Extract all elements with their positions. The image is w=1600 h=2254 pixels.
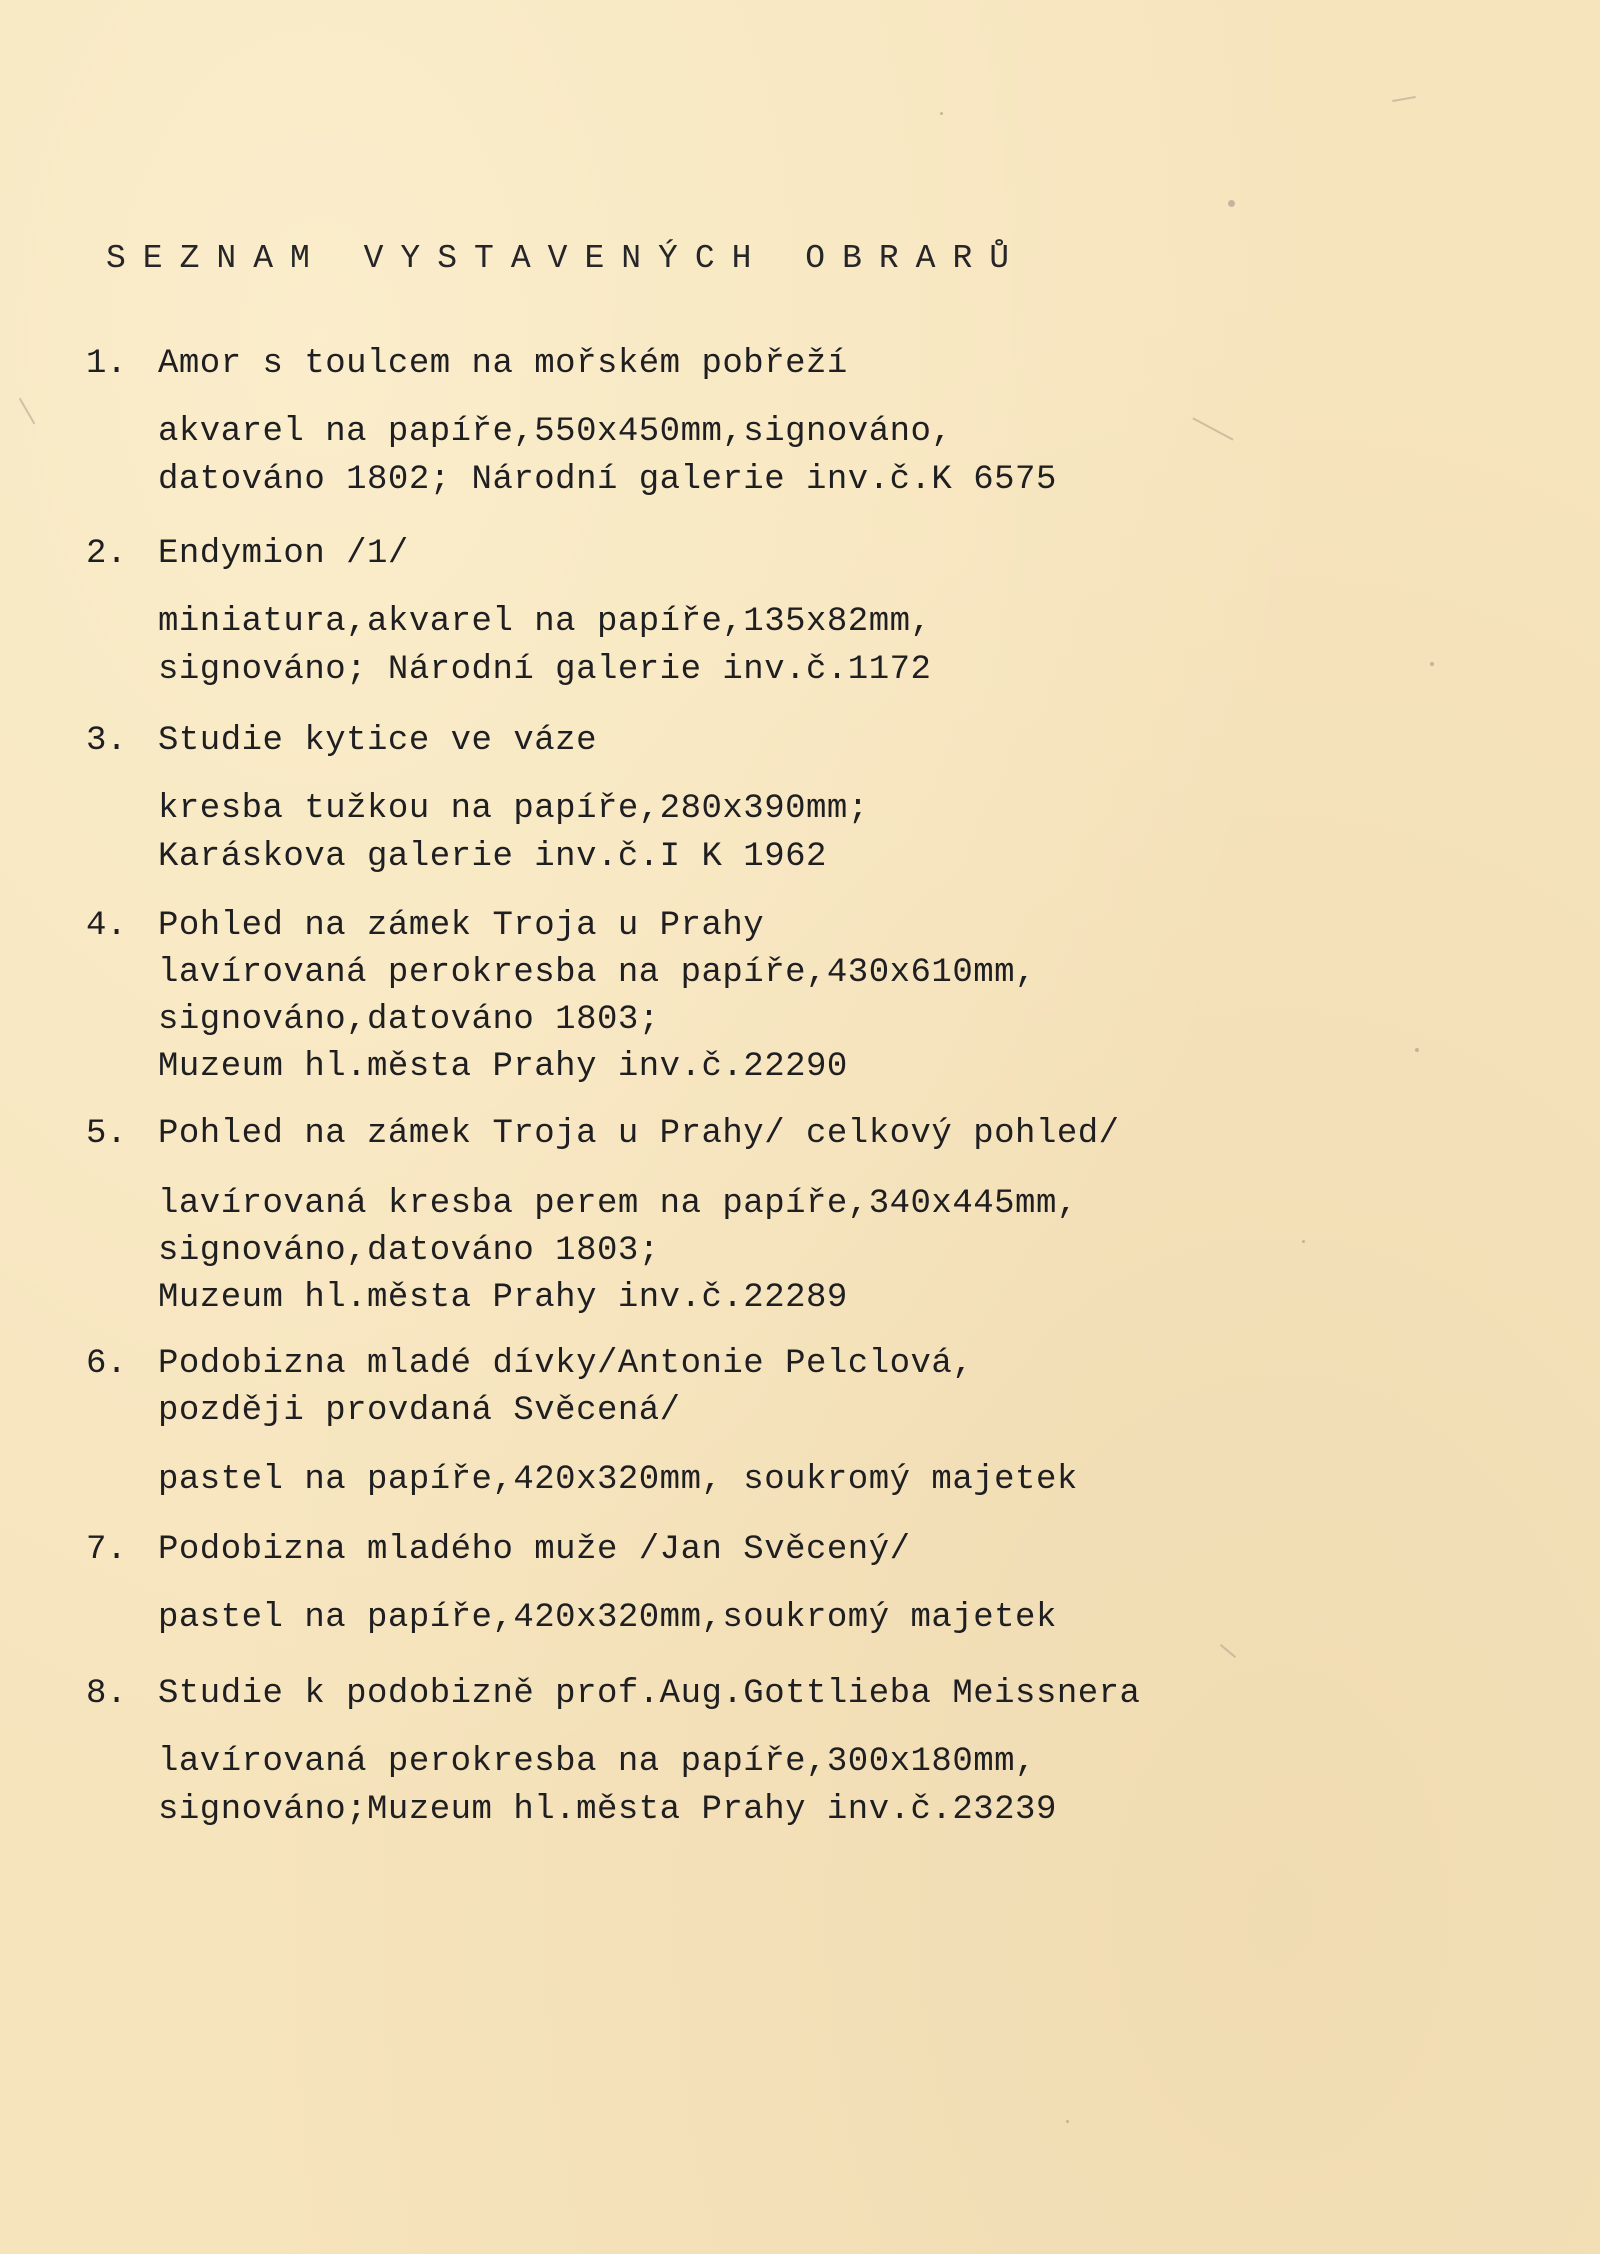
item-number: 5. (86, 1115, 127, 1153)
item-detail: Karáskova galerie inv.č.I K 1962 (158, 838, 827, 876)
item-detail: signováno,datováno 1803; (158, 1232, 660, 1270)
paper-speck (1302, 1240, 1305, 1243)
item-title: Studie kytice ve váze (158, 722, 597, 760)
item-detail: lavírovaná perokresba na papíře,300x180mm, (158, 1743, 1036, 1781)
item-detail: Muzeum hl.města Prahy inv.č.22290 (158, 1048, 848, 1086)
paper-fiber (1192, 417, 1234, 440)
item-title: Pohled na zámek Troja u Prahy (158, 907, 765, 945)
item-number: 6. (86, 1345, 127, 1383)
item-number: 1. (86, 345, 127, 383)
paper-speck (1066, 2120, 1069, 2123)
item-detail: signováno; Národní galerie inv.č.1172 (158, 651, 932, 689)
item-title: Podobizna mladého muže /Jan Svěcený/ (158, 1531, 911, 1569)
paper-fiber (1220, 1644, 1237, 1658)
item-number: 3. (86, 722, 127, 760)
paper-speck (1228, 200, 1235, 207)
paper-speck (1430, 662, 1434, 666)
item-detail: signováno;Muzeum hl.města Prahy inv.č.23239 (158, 1791, 1057, 1829)
item-detail: signováno,datováno 1803; (158, 1001, 660, 1039)
item-detail: pastel na papíře,420x320mm,soukromý majetek (158, 1599, 1057, 1637)
item-detail: pastel na papíře,420x320mm, soukromý majetek (158, 1461, 1078, 1499)
item-detail: datováno 1802; Národní galerie inv.č.K 6575 (158, 461, 1057, 499)
item-number: 7. (86, 1531, 127, 1569)
item-title: Studie k podobizně prof.Aug.Gottlieba Meissnera (158, 1675, 1141, 1713)
item-title: Pohled na zámek Troja u Prahy/ celkový pohled/ (158, 1115, 1120, 1153)
item-detail: lavírovaná perokresba na papíře,430x610mm, (158, 954, 1036, 992)
item-detail: miniatura,akvarel na papíře,135x82mm, (158, 603, 932, 641)
item-title: Endymion /1/ (158, 535, 409, 573)
paper-speck (940, 112, 943, 115)
item-detail: kresba tužkou na papíře,280x390mm; (158, 790, 869, 828)
item-detail: Muzeum hl.města Prahy inv.č.22289 (158, 1279, 848, 1317)
item-title: Podobizna mladé dívky/Antonie Pelclová, (158, 1345, 974, 1383)
paper-speck (1415, 1048, 1419, 1052)
item-number: 8. (86, 1675, 127, 1713)
item-number: 2. (86, 535, 127, 573)
paper-fiber (19, 398, 36, 425)
item-title: Amor s toulcem na mořském pobřeží (158, 345, 848, 383)
item-title: později provdaná Svěcená/ (158, 1392, 681, 1430)
paper-fiber (1392, 96, 1416, 102)
item-detail: lavírovaná kresba perem na papíře,340x445mm, (158, 1185, 1078, 1223)
page-title: SEZNAM VYSTAVENÝCH OBRARŮ (106, 240, 1027, 277)
item-number: 4. (86, 907, 127, 945)
item-detail: akvarel na papíře,550x450mm,signováno, (158, 413, 953, 451)
